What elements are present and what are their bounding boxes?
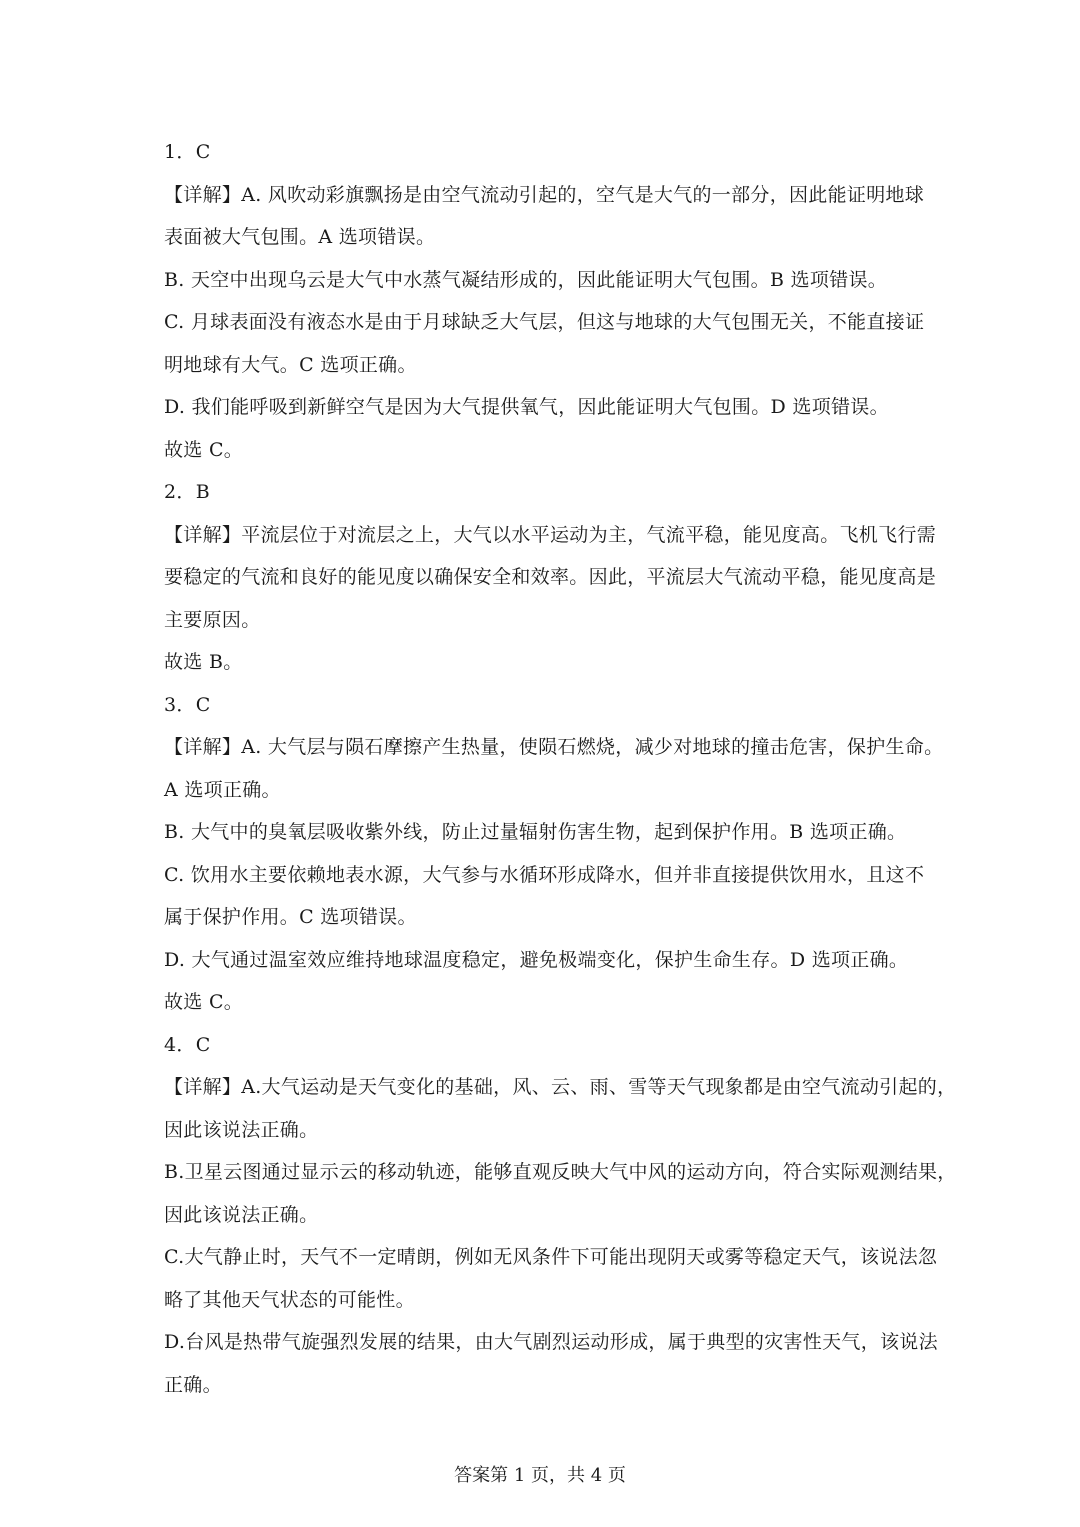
explanation-line: C. 饮用水主要依赖地表水源，大气参与水循环形成降水，但并非直接提供饮用水，且这不 [164, 863, 925, 886]
explanation-line: 因此该说法正确。 [164, 1118, 319, 1141]
explanation-line: 【详解】A.大气运动是天气变化的基础，风、云、雨、雪等天气现象都是由空气流动引起的， [164, 1076, 957, 1098]
explanation-line: D.台风是热带气旋强烈发展的结果，由大气剧烈运动形成，属于典型的灾害性天气，该说法 [164, 1331, 938, 1353]
conclusion-line: 故选 C。 [164, 991, 244, 1013]
explanation-line: 正确。 [164, 1373, 222, 1396]
answer-number-1: 1．C [164, 141, 211, 163]
explanation-line: 略了其他天气状态的可能性。 [164, 1288, 415, 1311]
conclusion-line: 故选 B。 [164, 651, 243, 673]
answer-content [164, 131, 957, 1406]
explanation-line: B.卫星云图通过显示云的移动轨迹，能够直观反映大气中风的运动方向，符合实际观测结果， [164, 1161, 957, 1183]
explanation-line: 明地球有大气。C 选项正确。 [164, 353, 417, 376]
answer-number-4: 4．C [164, 1033, 211, 1056]
explanation-line: 因此该说法正确。 [164, 1203, 319, 1226]
answer-number-2: 2．B [164, 481, 210, 503]
explanation-line: B. 天空中出现乌云是大气中水蒸气凝结形成的，因此能证明大气包围。B 选项错误。 [164, 268, 888, 291]
explanation-line: 【详解】平流层位于对流层之上，大气以水平运动为主，气流平稳，能见度高。飞机飞行需 [164, 523, 937, 546]
answer-number-3: 3．C [164, 693, 211, 716]
explanation-line: C.大气静止时，天气不一定晴朗，例如无风条件下可能出现阴天或雾等稳定天气，该说法忽 [164, 1246, 938, 1268]
explanation-line: 要稳定的气流和良好的能见度以确保安全和效率。因此，平流层大气流动平稳，能见度高是 [164, 566, 937, 588]
explanation-line: B. 大气中的臭氧层吸收紫外线，防止过量辐射伤害生物，起到保护作用。B 选项正确。 [164, 821, 907, 843]
page-footer: 答案第 1 页，共 4 页 [454, 1465, 626, 1486]
explanation-line: D. 大气通过温室效应维持地球温度稳定，避免极端变化，保护生命生存。D 选项正确。 [164, 948, 909, 971]
explanation-line: 【详解】A. 风吹动彩旗飘扬是由空气流动引起的，空气是大气的一部分，因此能证明地球 [164, 183, 925, 206]
explanation-line: D. 我们能呼吸到新鲜空气是因为大气提供氧气，因此能证明大气包围。D 选项错误。 [164, 396, 889, 418]
explanation-line: 【详解】A. 大气层与陨石摩擦产生热量，使陨石燃烧，减少对地球的撞击危害，保护生命。 [164, 736, 944, 758]
explanation-line: 主要原因。 [164, 608, 261, 631]
explanation-line: 表面被大气包围。A 选项错误。 [164, 226, 436, 248]
conclusion-line: 故选 C。 [164, 438, 244, 461]
explanation-line: C. 月球表面没有液态水是由于月球缺乏大气层，但这与地球的大气包围无关，不能直接证 [164, 311, 925, 333]
explanation-line: A 选项正确。 [164, 778, 281, 801]
explanation-line: 属于保护作用。C 选项错误。 [164, 906, 417, 928]
